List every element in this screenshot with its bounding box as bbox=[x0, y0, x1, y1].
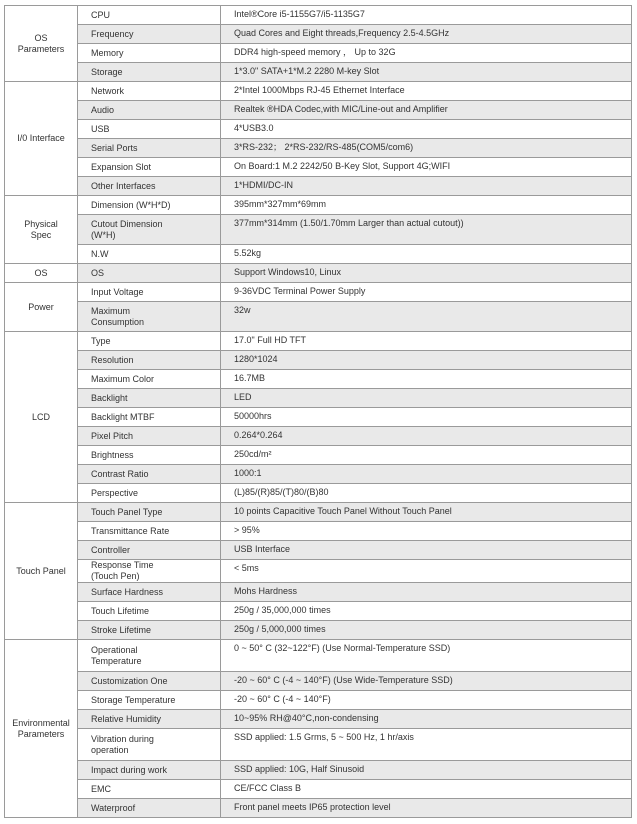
spec-label: Memory bbox=[78, 44, 221, 63]
spec-row-backlight-mtbf bbox=[5, 408, 632, 427]
spec-value: On Board:1 M.2 2242/50 B-Key Slot, Support 4G;WIFI bbox=[221, 158, 632, 177]
spec-row-cpu bbox=[5, 6, 632, 25]
spec-row-memory bbox=[5, 44, 632, 63]
spec-row-stroke-lifetime bbox=[5, 621, 632, 640]
spec-row-os bbox=[5, 264, 632, 283]
spec-value: < 5ms bbox=[221, 560, 632, 583]
spec-row-transmittance-rate bbox=[5, 522, 632, 541]
spec-label: Backlight bbox=[78, 389, 221, 408]
spec-value: 2*Intel 1000Mbps RJ-45 Ethernet Interface bbox=[221, 82, 632, 101]
spec-row-perspective bbox=[5, 484, 632, 503]
spec-row-pixel-pitch bbox=[5, 427, 632, 446]
spec-label: Maximum Consumption bbox=[78, 302, 221, 332]
spec-value: Mohs Hardness bbox=[221, 583, 632, 602]
spec-row-storage bbox=[5, 63, 632, 82]
spec-value: 250g / 5,000,000 times bbox=[221, 621, 632, 640]
spec-value: USB Interface bbox=[221, 541, 632, 560]
spec-label: Other Interfaces bbox=[78, 177, 221, 196]
spec-row-network bbox=[5, 82, 632, 101]
spec-label: Operational Temperature bbox=[78, 640, 221, 672]
category-i-0-interface: I/0 Interface bbox=[5, 82, 78, 196]
spec-value: Realtek ®HDA Codec,with MIC/Line-out and Amplifier bbox=[221, 101, 632, 120]
spec-value: 50000hrs bbox=[221, 408, 632, 427]
spec-row-customization-one bbox=[5, 672, 632, 691]
spec-label: N.W bbox=[78, 245, 221, 264]
spec-label: Vibration during operation bbox=[78, 729, 221, 761]
spec-sheet bbox=[4, 5, 632, 818]
spec-label: Brightness bbox=[78, 446, 221, 465]
spec-label: OS bbox=[78, 264, 221, 283]
spec-label: EMC bbox=[78, 780, 221, 799]
spec-label: Transmittance Rate bbox=[78, 522, 221, 541]
spec-value: 250cd/m² bbox=[221, 446, 632, 465]
spec-label: Dimension (W*H*D) bbox=[78, 196, 221, 215]
category-os: OS bbox=[5, 264, 78, 283]
spec-value: Quad Cores and Eight threads,Frequency 2.5-4.5GHz bbox=[221, 25, 632, 44]
spec-label: Network bbox=[78, 82, 221, 101]
spec-value: SSD applied: 10G, Half Sinusoid bbox=[221, 761, 632, 780]
spec-label: Storage bbox=[78, 63, 221, 82]
spec-row-controller bbox=[5, 541, 632, 560]
spec-value: DDR4 high-speed memory ， Up to 32G bbox=[221, 44, 632, 63]
spec-label: USB bbox=[78, 120, 221, 139]
spec-label: Maximum Color bbox=[78, 370, 221, 389]
spec-label: Response Time (Touch Pen) bbox=[78, 560, 221, 583]
category-power: Power bbox=[5, 283, 78, 332]
spec-row-touch-panel-type bbox=[5, 503, 632, 522]
spec-value: 377mm*314mm (1.50/1.70mm Larger than actual cutout)) bbox=[221, 215, 632, 245]
spec-value: 4*USB3.0 bbox=[221, 120, 632, 139]
category-environmental-parameters: Environmental Parameters bbox=[5, 640, 78, 818]
spec-row-dimension-w-h-d bbox=[5, 196, 632, 215]
spec-value: 10~95% RH@40°C,non-condensing bbox=[221, 710, 632, 729]
spec-row-frequency bbox=[5, 25, 632, 44]
spec-label: Contrast Ratio bbox=[78, 465, 221, 484]
spec-label: Resolution bbox=[78, 351, 221, 370]
spec-row-maximum-consumption bbox=[5, 302, 632, 332]
spec-label: Expansion Slot bbox=[78, 158, 221, 177]
spec-value: (L)85/(R)85/(T)80/(B)80 bbox=[221, 484, 632, 503]
spec-label: Backlight MTBF bbox=[78, 408, 221, 427]
spec-value: 3*RS-232； 2*RS-232/RS-485(COM5/com6) bbox=[221, 139, 632, 158]
spec-row-audio bbox=[5, 101, 632, 120]
spec-value: > 95% bbox=[221, 522, 632, 541]
spec-value: LED bbox=[221, 389, 632, 408]
spec-value: -20 ~ 60° C (-4 ~ 140°F) (Use Wide-Temperature SSD) bbox=[221, 672, 632, 691]
spec-label: Stroke Lifetime bbox=[78, 621, 221, 640]
spec-label: Controller bbox=[78, 541, 221, 560]
category-touch-panel: Touch Panel bbox=[5, 503, 78, 640]
category-physical-spec: Physical Spec bbox=[5, 196, 78, 264]
spec-label: Waterproof bbox=[78, 799, 221, 818]
spec-label: Relative Humidity bbox=[78, 710, 221, 729]
spec-row-storage-temperature bbox=[5, 691, 632, 710]
spec-label: Touch Lifetime bbox=[78, 602, 221, 621]
spec-value: 10 points Capacitive Touch Panel Without Touch Panel bbox=[221, 503, 632, 522]
spec-row-type bbox=[5, 332, 632, 351]
spec-label: Audio bbox=[78, 101, 221, 120]
spec-value: 0 ~ 50° C (32~122°F) (Use Normal-Temperature SSD) bbox=[221, 640, 632, 672]
spec-label: Touch Panel Type bbox=[78, 503, 221, 522]
spec-row-waterproof bbox=[5, 799, 632, 818]
spec-value: 17.0" Full HD TFT bbox=[221, 332, 632, 351]
spec-label: CPU bbox=[78, 6, 221, 25]
spec-value: 0.264*0.264 bbox=[221, 427, 632, 446]
spec-value: CE/FCC Class B bbox=[221, 780, 632, 799]
spec-row-usb bbox=[5, 120, 632, 139]
category-os-parameters: OS Parameters bbox=[5, 6, 78, 82]
spec-value: 9-36VDC Terminal Power Supply bbox=[221, 283, 632, 302]
spec-row-serial-ports bbox=[5, 139, 632, 158]
spec-value: 250g / 35,000,000 times bbox=[221, 602, 632, 621]
spec-label: Storage Temperature bbox=[78, 691, 221, 710]
spec-value: -20 ~ 60° C (-4 ~ 140°F) bbox=[221, 691, 632, 710]
spec-label: Frequency bbox=[78, 25, 221, 44]
spec-row-impact-during-work bbox=[5, 761, 632, 780]
spec-label: Impact during work bbox=[78, 761, 221, 780]
spec-row-surface-hardness bbox=[5, 583, 632, 602]
spec-label: Serial Ports bbox=[78, 139, 221, 158]
spec-row-other-interfaces bbox=[5, 177, 632, 196]
spec-value: SSD applied: 1.5 Grms, 5 ~ 500 Hz, 1 hr/axis bbox=[221, 729, 632, 761]
spec-value: 16.7MB bbox=[221, 370, 632, 389]
spec-row-resolution bbox=[5, 351, 632, 370]
spec-value: Support Windows10, Linux bbox=[221, 264, 632, 283]
spec-row-contrast-ratio bbox=[5, 465, 632, 484]
spec-value: 1*HDMI/DC-IN bbox=[221, 177, 632, 196]
spec-row-n-w bbox=[5, 245, 632, 264]
spec-row-input-voltage bbox=[5, 283, 632, 302]
spec-row-response-time-touch-pen bbox=[5, 560, 632, 583]
spec-label: Type bbox=[78, 332, 221, 351]
category-lcd: LCD bbox=[5, 332, 78, 503]
spec-row-brightness bbox=[5, 446, 632, 465]
spec-row-touch-lifetime bbox=[5, 602, 632, 621]
spec-label: Input Voltage bbox=[78, 283, 221, 302]
spec-row-expansion-slot bbox=[5, 158, 632, 177]
spec-table bbox=[4, 5, 632, 818]
spec-row-emc bbox=[5, 780, 632, 799]
spec-row-operational-temperature bbox=[5, 640, 632, 672]
spec-value: 395mm*327mm*69mm bbox=[221, 196, 632, 215]
spec-label: Pixel Pitch bbox=[78, 427, 221, 446]
spec-table-body bbox=[5, 6, 632, 818]
spec-row-relative-humidity bbox=[5, 710, 632, 729]
spec-value: 5.52kg bbox=[221, 245, 632, 264]
spec-row-vibration-during-operation bbox=[5, 729, 632, 761]
spec-value: 32w bbox=[221, 302, 632, 332]
spec-value: 1*3.0" SATA+1*M.2 2280 M-key Slot bbox=[221, 63, 632, 82]
spec-value: 1000:1 bbox=[221, 465, 632, 484]
spec-label: Surface Hardness bbox=[78, 583, 221, 602]
spec-row-maximum-color bbox=[5, 370, 632, 389]
spec-label: Cutout Dimension (W*H) bbox=[78, 215, 221, 245]
spec-row-backlight bbox=[5, 389, 632, 408]
spec-value: 1280*1024 bbox=[221, 351, 632, 370]
spec-row-cutout-dimension-w-h bbox=[5, 215, 632, 245]
spec-label: Customization One bbox=[78, 672, 221, 691]
spec-label: Perspective bbox=[78, 484, 221, 503]
spec-value: Front panel meets IP65 protection level bbox=[221, 799, 632, 818]
spec-value: Intel®Core i5-1155G7/i5-1135G7 bbox=[221, 6, 632, 25]
